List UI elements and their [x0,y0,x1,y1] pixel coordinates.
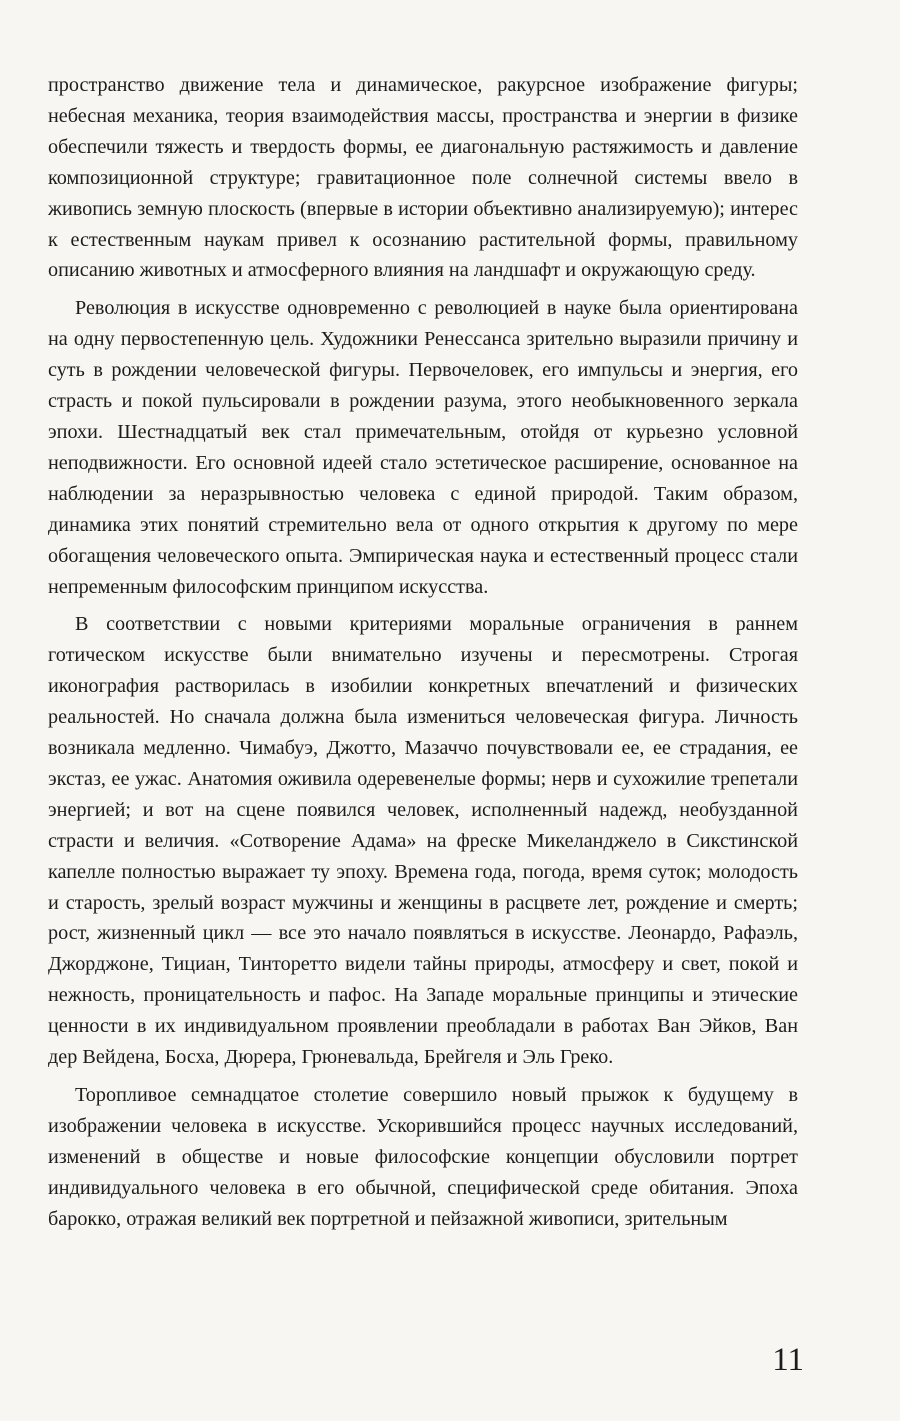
paragraph-3: В соответствии с новыми критериями моральные ограничения в раннем готическом искусстве были внимательно изучены и пересмотрены. Строгая иконография растворилась в изобилии конкретных впечатлений и физических реальностей. Но сначала должна была измениться человеческая фигура. Личность возникала медленно. Чимабуэ, Джотто, Мазаччо почувствовали ее, ее страдания, ее экстаз, ее ужас. Анатомия оживила одеревенелые формы; нерв и сухожилие трепетали энергией; и вот на сцене появился человек, исполненный надежд, необузданной страсти и величия. «Сотворение Адама» на фреске Микеланджело в Сикстинской капелле полностью выражает ту эпоху. Времена года, погода, время суток; молодость и старость, зрелый возраст мужчины и женщины в расцвете лет, рождение и смерть; рост, жизненный цикл — все это начало появляться в искусстве. Леонардо, Рафаэль, Джорджоне, Тициан, Тинторетто видели тайны природы, атмосферу и свет, покой и нежность, проницательность и пафос. На Западе моральные принципы и этические ценности в их индивидуальном проявлении преобладали в работах Ван Эйков, Ван дер Вейдена, Босха, Дюрера, Грюневальда, Брейгеля и Эль Греко. [48,613,798,1069]
page-number: 11 [772,1342,804,1378]
page-body [48,70,798,1242]
paragraph-4: Торопливое семнадцатое столетие совершило новый прыжок к будущему в изображении человека в искусстве. Ускорившийся процесс научных исследований, изменений в обществе и новые философские концепции обусловили портрет индивидуального человека в его обычной, специфической среде обитания. Эпоха барокко, отражая великий век портретной и пейзажной живописи, зрительным [48,1084,798,1230]
paragraph-2: Революция в искусстве одновременно с революцией в науке была ориентирована на одну первостепенную цель. Художники Ренессанса зрительно выразили причину и суть в рождении человеческой фигуры. Первочеловек, его импульсы и энергия, его страсть и покой пульсировали в рождении разума, этого необыкновенного зеркала эпохи. Шестнадцатый век стал примечательным, отойдя от курьезно условной неподвижности. Его основной идеей стало эстетическое расширение, основанное на наблюдении за неразрывностью человека с единой природой. Таким образом, динамика этих понятий стремительно вела от одного открытия к другому по мере обогащения человеческого опыта. Эмпирическая наука и естественный процесс стали непременным философским принципом искусства. [48,297,798,598]
paragraph-1: пространство движение тела и динамическое, ракурсное изображение фигуры; небесная механика, теория взаимодействия массы, пространства и энергии в физике обеспечили тяжесть и твердость формы, ее диагональную растяжимость и давление композиционной структуре; гравитационное поле солнечной системы ввело в живопись земную плоскость (впервые в истории объективно анализируемую); интерес к естественным наукам привел к осознанию растительной формы, правильному описанию животных и атмосферного влияния на ландшафт и окружающую среду. [48,74,798,282]
